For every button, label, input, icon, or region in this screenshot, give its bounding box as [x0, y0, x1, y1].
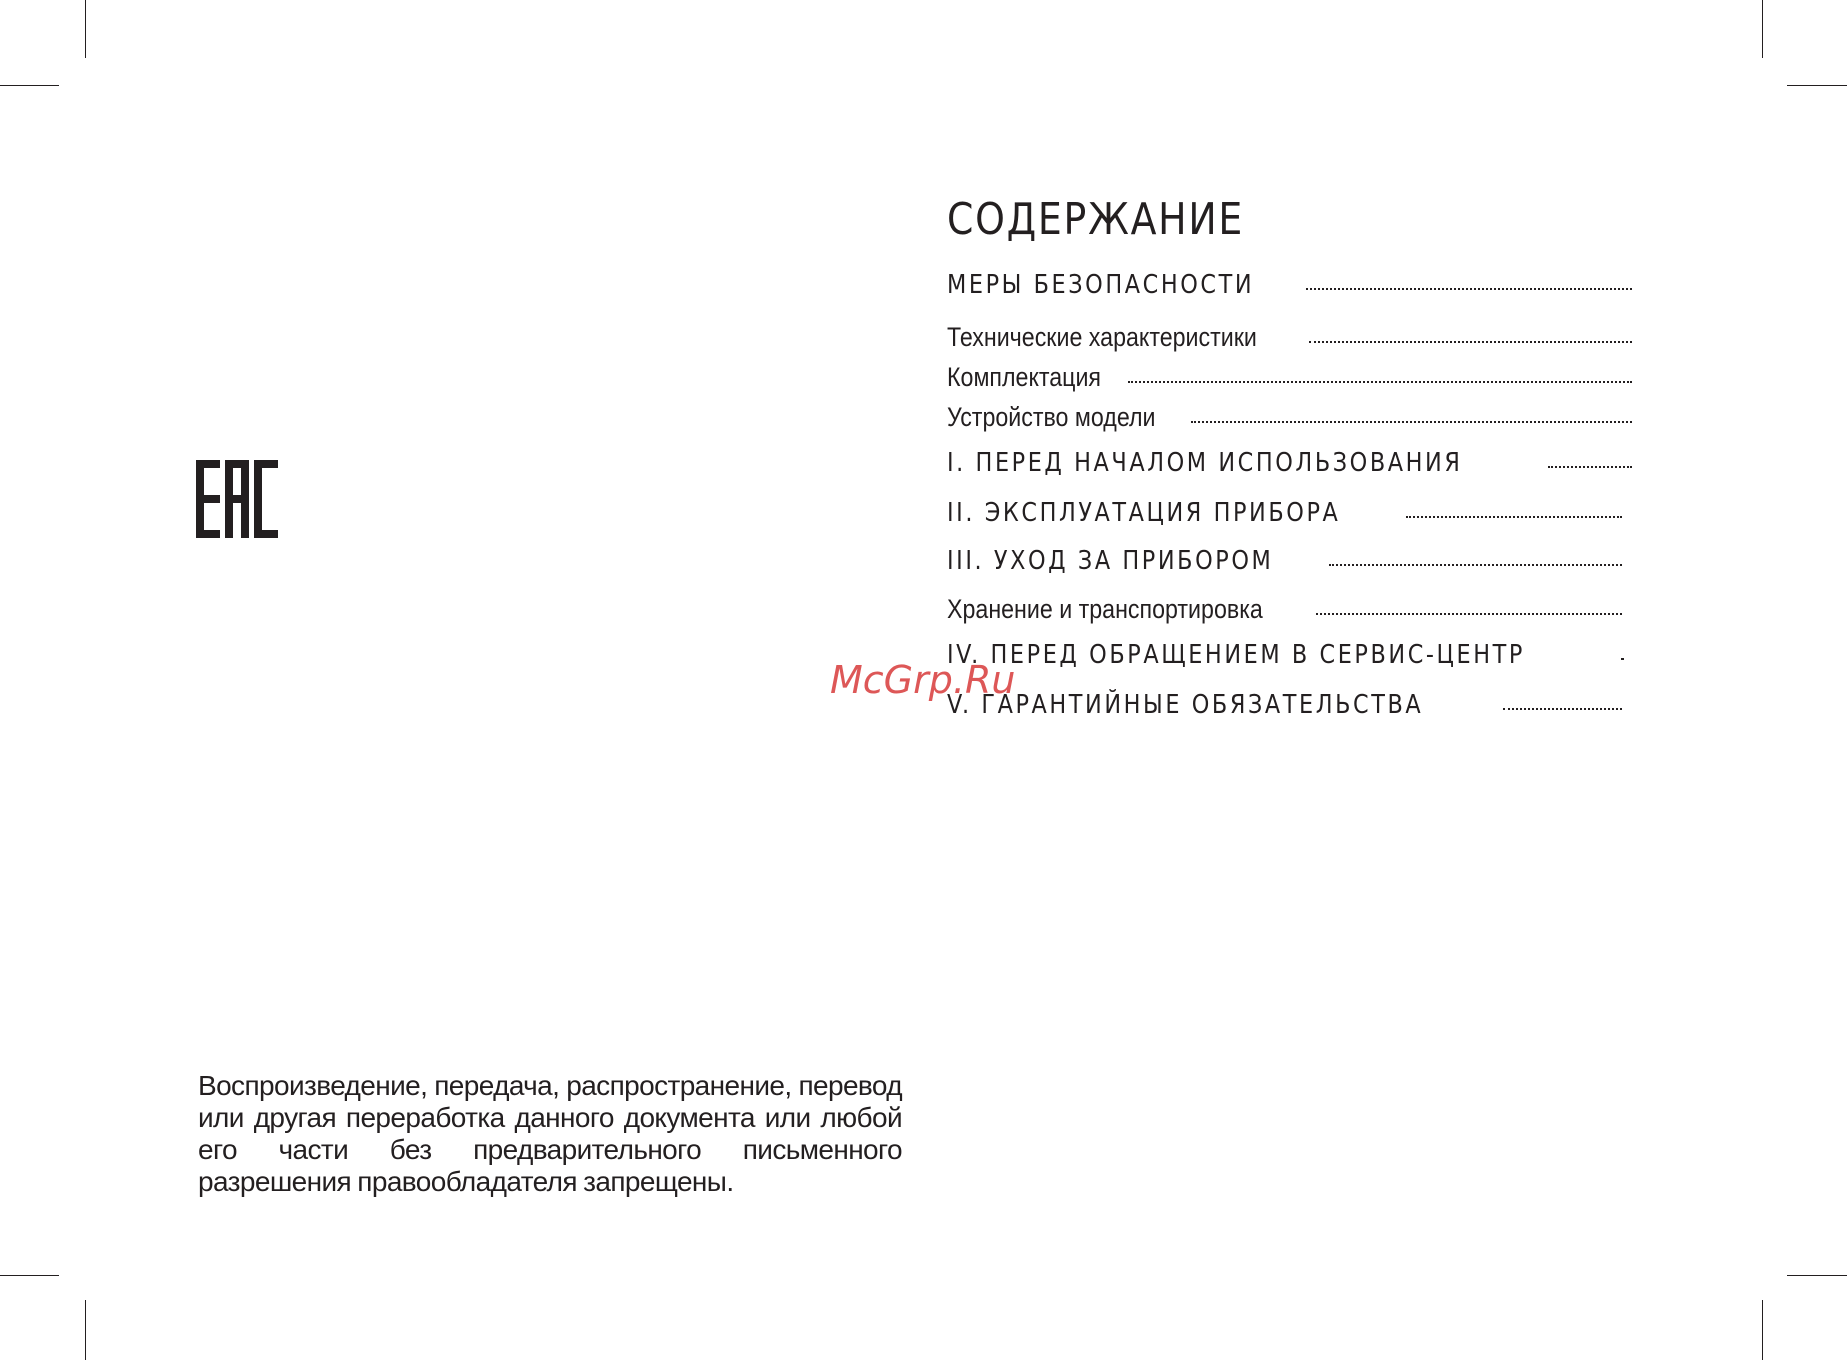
toc-leader-dots: [1503, 708, 1622, 710]
toc-item-specifications[interactable]: [947, 322, 1632, 353]
toc-item-label: Хранение и транспортировка: [947, 594, 1263, 624]
toc-leader-dots: [1128, 381, 1632, 383]
toc-item-label: Устройство модели: [947, 402, 1156, 432]
toc-leader-dots: [1548, 466, 1632, 468]
toc-item-label: I. ПЕРЕД НАЧАЛОМ ИСПОЛЬЗОВАНИЯ: [947, 448, 1463, 478]
toc-leader-dots: [1621, 658, 1622, 660]
toc-leader-dots: [1316, 613, 1622, 615]
watermark: McGrp.Ru: [830, 658, 1016, 702]
crop-mark: [85, 0, 86, 58]
toc-item-before-use[interactable]: [947, 448, 1632, 478]
toc-leader-dots: [1406, 516, 1622, 518]
crop-mark: [1762, 0, 1763, 58]
toc-item-label: III. УХОД ЗА ПРИБОРОМ: [947, 546, 1274, 576]
toc-item-care[interactable]: [947, 546, 1622, 576]
crop-mark: [0, 1275, 59, 1276]
toc-item-operation[interactable]: [947, 498, 1622, 528]
copyright-notice: Воспроизведение, передача, распространение, перевод или другая переработка данного документа или любой его части без предварительного письменного разрешения правообладателя запрещены.: [198, 1070, 902, 1197]
toc-item-storage[interactable]: [947, 594, 1622, 625]
toc-item-device[interactable]: [947, 402, 1632, 433]
toc-leader-dots: [1191, 421, 1632, 423]
toc-item-warranty[interactable]: [947, 690, 1622, 720]
toc-item-safety[interactable]: [947, 270, 1632, 300]
crop-mark: [1787, 1275, 1847, 1276]
toc-leader-dots: [1306, 288, 1632, 290]
crop-mark: [1762, 1300, 1763, 1360]
table-of-contents: [947, 190, 1632, 720]
crop-mark: [1787, 85, 1847, 86]
toc-title: СОДЕРЖАНИЕ: [947, 194, 1245, 245]
toc-leader-dots: [1309, 341, 1632, 343]
crop-mark: [85, 1300, 86, 1360]
toc-leader-dots: [1329, 564, 1622, 566]
eac-logo: [196, 460, 278, 538]
toc-item-label: II. ЭКСПЛУАТАЦИЯ ПРИБОРА: [947, 498, 1341, 528]
crop-mark: [0, 85, 59, 86]
toc-item-service-center[interactable]: [947, 640, 1622, 670]
toc-item-label: Технические характеристики: [947, 322, 1257, 352]
toc-item-label: МЕРЫ БЕЗОПАСНОСТИ: [947, 270, 1255, 300]
toc-item-label: Комплектация: [947, 362, 1101, 392]
toc-item-label: V. ГАРАНТИЙНЫЕ ОБЯЗАТЕЛЬСТВА: [947, 690, 1424, 720]
toc-item-package[interactable]: [947, 362, 1632, 393]
toc-item-label: IV. ПЕРЕД ОБРАЩЕНИЕМ В СЕРВИС-ЦЕНТР: [947, 640, 1525, 670]
